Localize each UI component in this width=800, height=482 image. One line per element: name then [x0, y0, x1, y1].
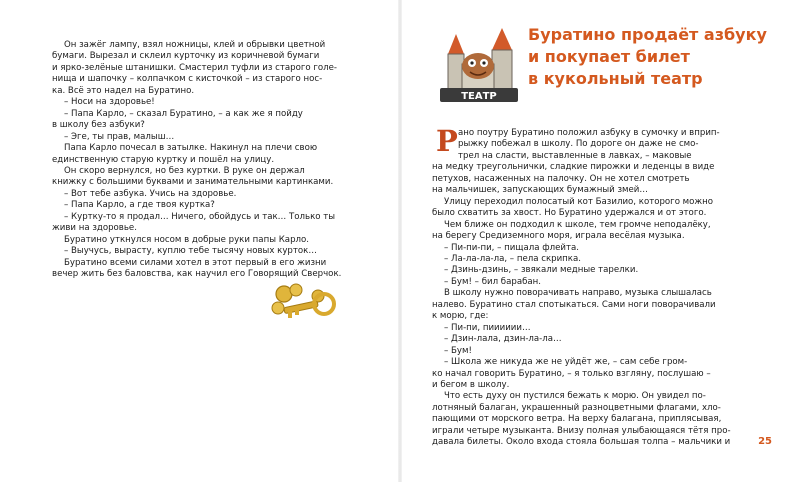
text-line: ко начал говорить Буратино, – я только взгляну, послушаю – [432, 368, 711, 379]
text-line: и бегом в школу. [432, 379, 510, 390]
text-line: на мальчишек, запускающих бумажный змей… [432, 185, 648, 196]
chapter-title [528, 24, 778, 90]
text-line: Чем ближе он подходил к школе, тем громче неподалёку, [444, 219, 711, 230]
text-line: – Носи на здоровье! [64, 97, 155, 108]
dropcap-line: ано поутру Буратино положил азбуку в сумочку и вприп- [458, 128, 720, 138]
puppet-theater-illustration [434, 26, 524, 112]
text-line: – Дзинь-дзинь, – звякали медные тарелки. [444, 265, 639, 276]
chapter-title-line: Буратино продаёт азбуку [528, 25, 767, 44]
text-line: – Пи-пи, пииииии… [444, 322, 531, 333]
drop-cap: Р [436, 124, 458, 158]
text-line: играли четыре музыканта. Внизу полная улыбающаяся тётя про- [432, 425, 731, 436]
chapter-title-line: и покупает билет [528, 47, 690, 66]
text-line: было схватить за хвост. Но Буратино удержался и от этого. [432, 208, 707, 219]
text-line: петухов, насаженных на палочку. Он не хотел смотреть [432, 173, 690, 184]
text-line: – Выучусь, вырасту, куплю тебе тысячу новых курток… [64, 246, 317, 257]
text-line: – Вот тебе азбука. Учись на здоровье. [64, 188, 237, 199]
text-line: Он скоро вернулся, но без куртки. В руке он держал [64, 165, 305, 176]
text-line: – Пи-пи-пи, – пищала флейта. [444, 242, 579, 253]
text-line: живи на здоровье. [52, 223, 137, 234]
text-line: на медку треугольнички, сладкие пирожки и леденцы в виде [432, 162, 715, 173]
text-line: Буратино всеми силами хотел в этот первый в его жизни [64, 257, 327, 268]
golden-key-illustration [262, 280, 342, 330]
text-line: – Дзин-лала, дзин-ла-ла… [444, 334, 562, 345]
text-line: Папа Карло почесал в затылке. Накинул на плечи свою [64, 143, 318, 154]
text-line: – Эге, ты прав, малыш… [64, 131, 175, 142]
text-line: – Куртку-то я продал… Ничего, обойдусь и так… Только ты [64, 211, 336, 222]
chapter-title-line: в кукольный театр [528, 69, 703, 88]
text-line: – Школа же никуда же не уйдёт же, – сам себе гром- [444, 357, 688, 368]
text-line: – Ла-ла-ла-ла, – пела скрипка. [444, 253, 581, 264]
dropcap-line: трел на сласти, выставленные в лавках, – маковые [458, 150, 692, 161]
text-line: пающими от морского ветра. На верху балагана, приплясывая, [432, 414, 722, 425]
dropcap-line: рыжку побежал в школу. По дороге он даже не смо- [458, 139, 699, 150]
text-line: нища и шапочку – колпачком с кисточкой – из старого нос- [52, 74, 323, 85]
text-line: единственную старую куртку и пошёл на улицу. [52, 154, 275, 165]
text-line: лотняный балаган, украшенный разноцветными флагами, хло- [432, 402, 721, 413]
text-line: налево. Буратино стал спотыкаться. Сами ноги поворачивали [432, 299, 716, 310]
text-line: Буратино уткнулся носом в добрые руки папы Карло. [64, 234, 310, 245]
text-line: на берегу Средиземного моря, играла весёлая музыка. [432, 231, 685, 242]
text-line: – Бум! – бил барабан. [444, 276, 542, 287]
right-page-text [432, 124, 752, 449]
text-line: и ярко-зелёные штанишки. Смастерил туфли из старого голе- [52, 62, 338, 73]
text-line: В школу нужно поворачивать направо, музыка слышалась [444, 288, 712, 299]
text-line: – Папа Карло, – сказал Буратино, – а как же я пойду [64, 108, 303, 119]
text-line: книжку с большими буквами и занимательными картинками. [52, 177, 334, 188]
left-page-text [52, 40, 366, 281]
text-line: вечер жить без баловства, как научил его Говорящий Сверчок. [52, 269, 342, 280]
text-line: Улицу переходил полосатый кот Базилио, которого можно [444, 196, 714, 207]
text-line: Что есть духу он пустился бежать к морю. Он увидел по- [444, 391, 706, 402]
text-line: – Бум! [444, 345, 472, 356]
right-page [400, 0, 800, 482]
text-line: ка. Всё это надел на Буратино. [52, 85, 195, 96]
dropcap-paragraph [432, 124, 752, 162]
text-line: давала билеты. Около входа стояла большая толпа – мальчики и [432, 437, 731, 448]
text-line: Он зажёг лампу, взял ножницы, клей и обрывки цветной [64, 40, 326, 50]
text-line: – Папа Карло, а где твоя куртка? [64, 200, 215, 211]
theater-sign-text: ТЕАТР [461, 91, 497, 102]
text-line: к морю, где: [432, 311, 489, 322]
text-line: в школу без азбуки? [52, 120, 145, 131]
page-number: 25 [758, 436, 772, 447]
text-line: бумаги. Вырезал и склеил курточку из коричневой бумаги [52, 51, 320, 62]
